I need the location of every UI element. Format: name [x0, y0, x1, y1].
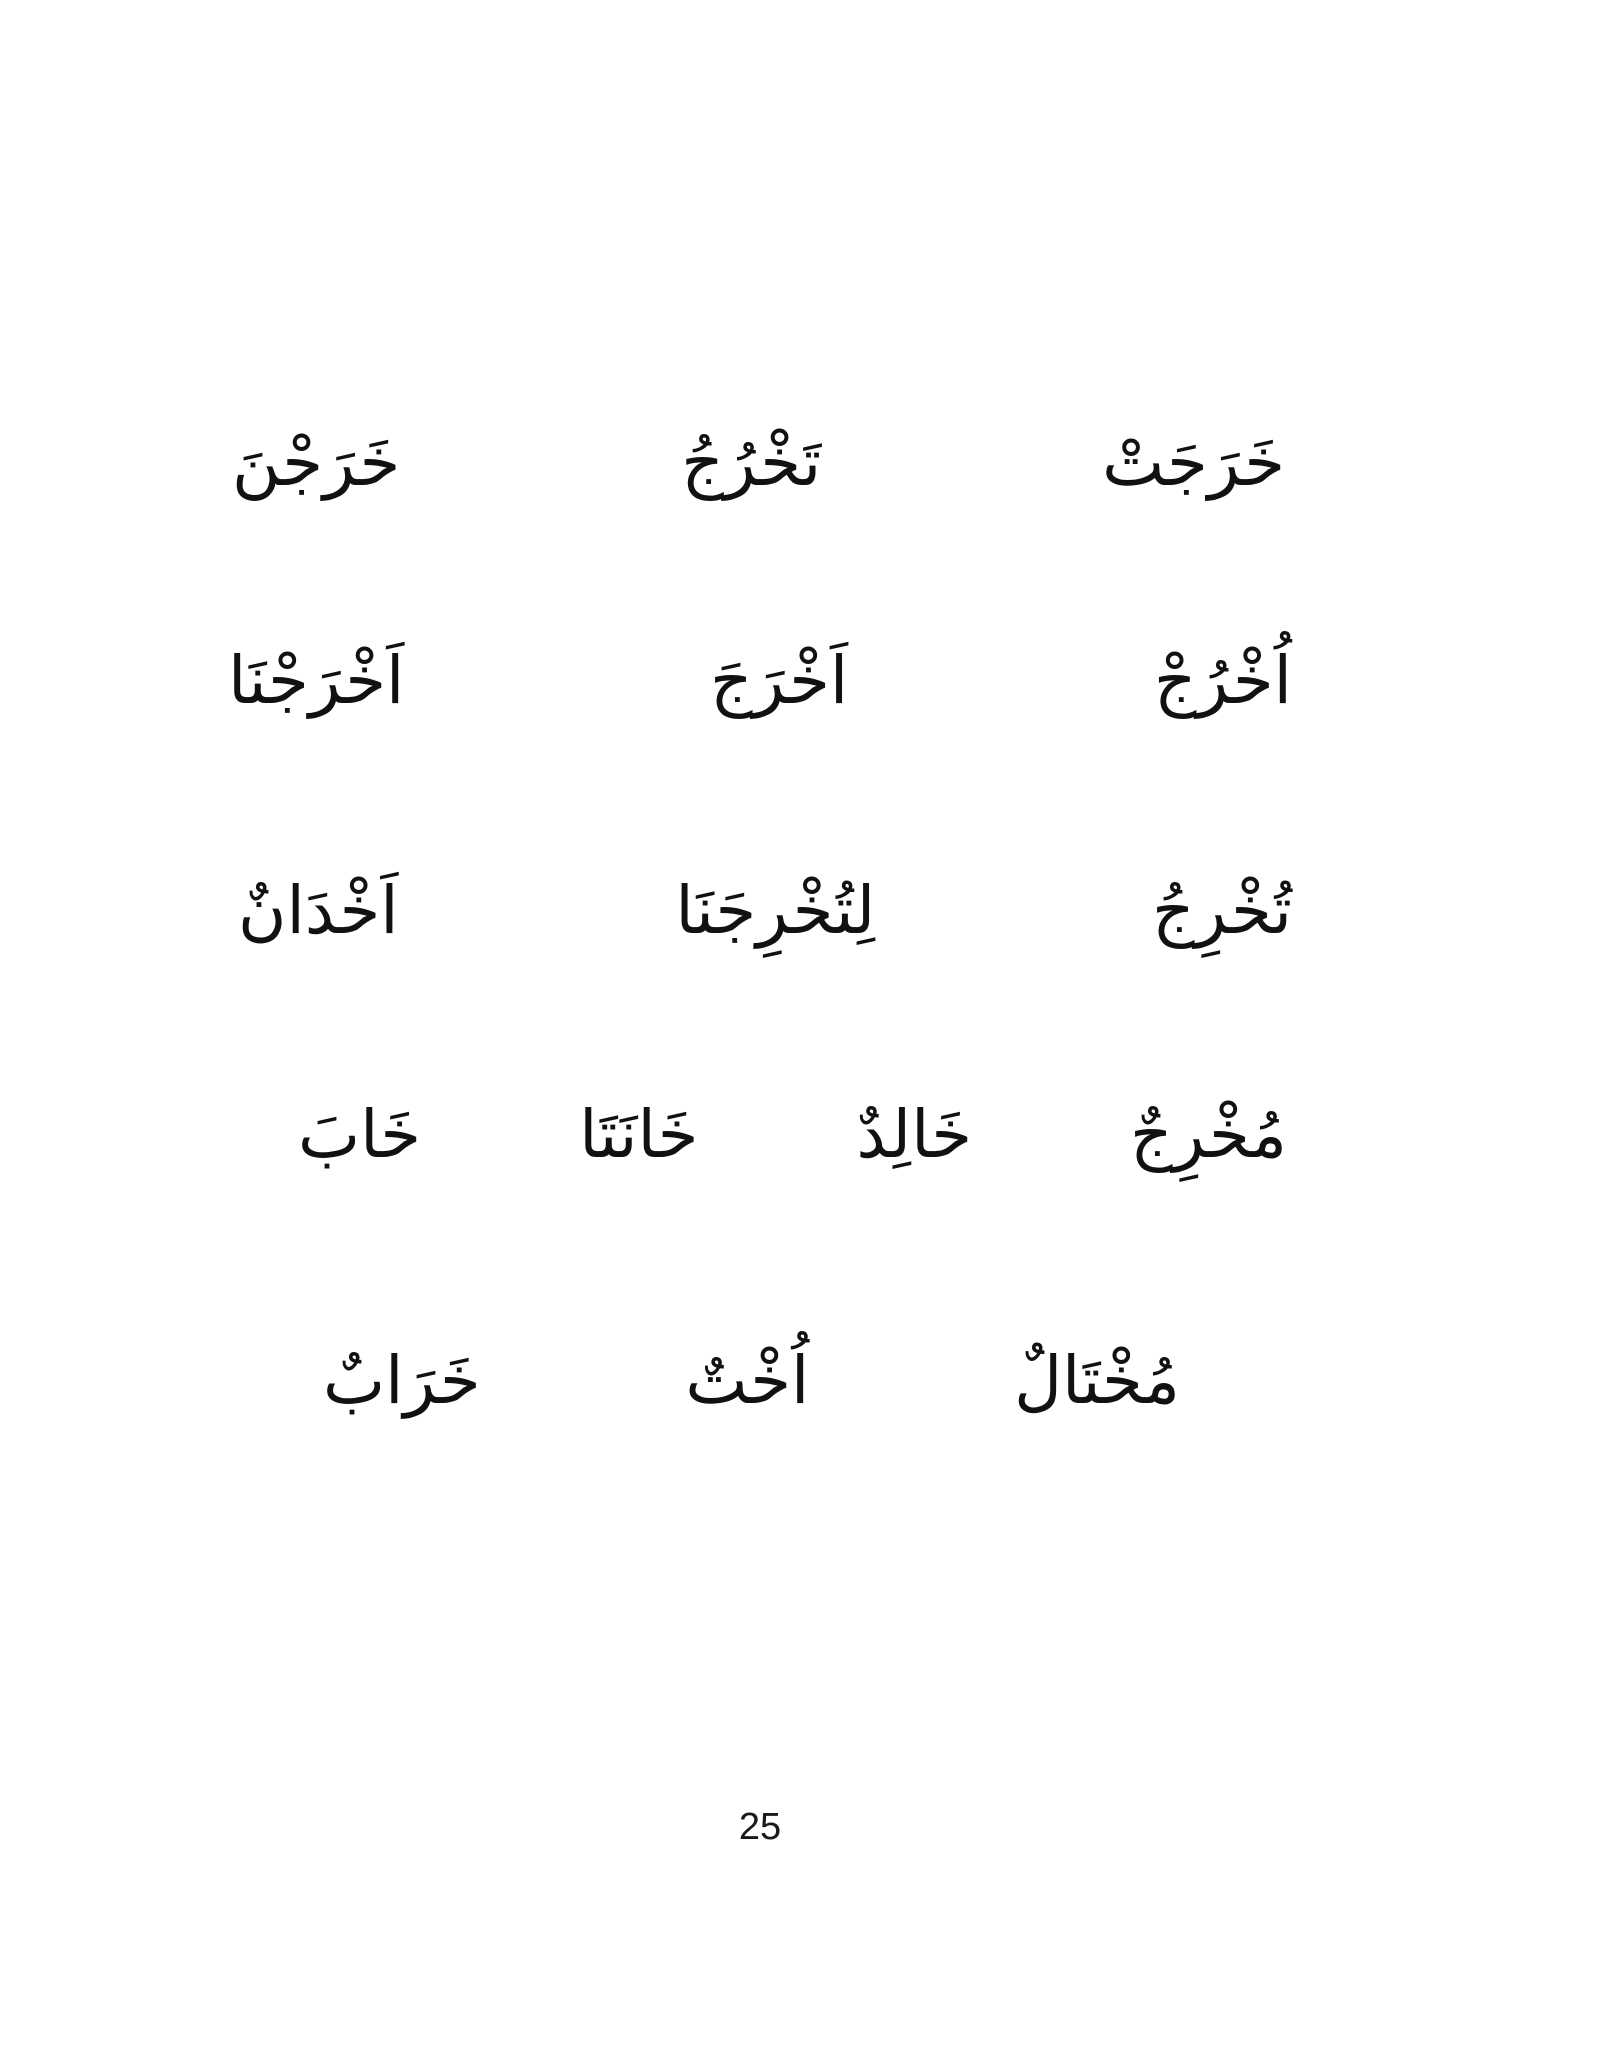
arabic-word: لِتُخْرِجَنَا [675, 872, 876, 949]
arabic-word: خَالِدٌ [856, 1096, 973, 1173]
arabic-word: خَرَجَتْ [1102, 424, 1285, 501]
arabic-word: اَخْدَانٌ [238, 872, 399, 949]
arabic-word: خَانَتَا [579, 1096, 699, 1173]
word-row-4 [298, 1072, 1287, 1197]
arabic-word: اَخْرَجْنَا [228, 642, 405, 719]
arabic-word: مُخْرِجٌ [1130, 1096, 1287, 1173]
arabic-word: اُخْتٌ [685, 1342, 810, 1419]
word-row-5 [323, 1318, 1180, 1443]
arabic-word: اَخْرَجَ [710, 642, 849, 719]
arabic-word: مُخْتَالٌ [1014, 1342, 1180, 1419]
word-row-3 [238, 848, 1292, 973]
arabic-word: خَرَابٌ [323, 1342, 481, 1419]
arabic-word: اُخْرُجْ [1153, 642, 1292, 719]
word-row-2 [228, 618, 1292, 743]
arabic-word: تَخْرُجُ [681, 424, 822, 501]
arabic-word: تُخْرِجُ [1152, 872, 1292, 949]
arabic-word: خَابَ [298, 1096, 422, 1173]
word-row-1 [232, 400, 1285, 525]
page-number: 25 [738, 1806, 782, 1848]
arabic-word: خَرَجْنَ [232, 424, 401, 501]
